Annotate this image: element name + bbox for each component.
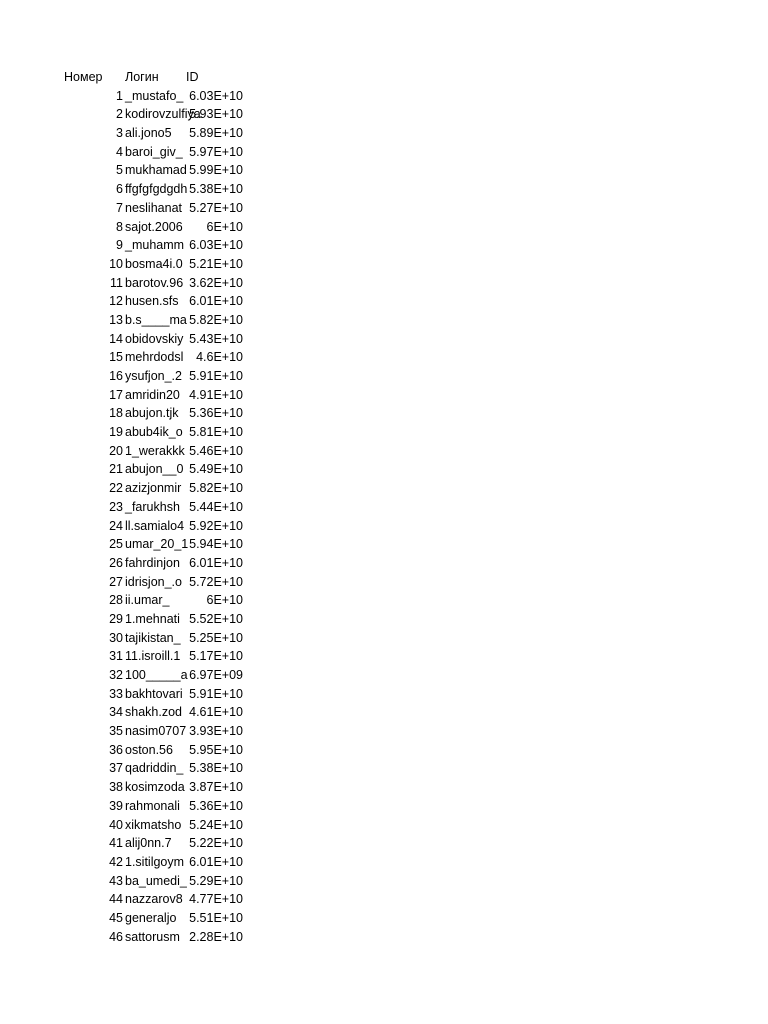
row-number-cell: 42 (109, 854, 123, 869)
row-number-cell: 37 (109, 761, 123, 776)
row-number-cell: 24 (109, 518, 123, 533)
table-row (0, 834, 768, 853)
row-login-cell: ffgfgfgdgdh (125, 182, 188, 197)
row-login-cell: fahrdinjon (125, 555, 180, 570)
row-id-cell: 5.51E+10 (189, 910, 243, 925)
row-login-cell: 1.sitilgoym (125, 854, 185, 869)
row-id-cell: 5.22E+10 (189, 836, 243, 851)
row-id-cell: 5.82E+10 (189, 481, 243, 496)
row-login-cell: sattorusm (125, 929, 180, 944)
row-number-cell: 21 (109, 462, 123, 477)
row-login-cell: ali.jono5 (125, 126, 172, 141)
table-row (0, 535, 768, 554)
row-number-cell: 5 (116, 163, 123, 178)
row-number-cell: 13 (109, 312, 123, 327)
table-row (0, 236, 768, 255)
row-number-cell: 10 (109, 256, 123, 271)
row-number-cell: 9 (116, 238, 123, 253)
row-number-cell: 40 (109, 817, 123, 832)
row-id-cell: 5.25E+10 (189, 630, 243, 645)
row-login-cell: umar_20_1 (125, 537, 189, 552)
row-id-cell: 6.03E+10 (189, 88, 243, 103)
row-login-cell: husen.sfs (125, 294, 179, 309)
table-header-row (0, 68, 768, 87)
row-number-cell: 22 (109, 481, 123, 496)
table-row (0, 573, 768, 592)
table-row (0, 479, 768, 498)
table-row (0, 666, 768, 685)
row-login-cell: barotov.96 (125, 275, 184, 290)
row-login-cell: ll.samialo4 (125, 518, 185, 533)
row-id-cell: 5.93E+10 (189, 107, 243, 122)
row-number-cell: 34 (109, 705, 123, 720)
row-login-cell: oston.56 (125, 742, 173, 757)
row-id-cell: 3.62E+10 (189, 275, 243, 290)
row-login-cell: obidovskiy (125, 331, 184, 346)
table-row (0, 591, 768, 610)
row-login-cell: baroi_giv_ (125, 144, 183, 159)
row-login-cell: 1.mehnati (125, 611, 180, 626)
table-row (0, 330, 768, 349)
row-id-cell: 6E+10 (206, 593, 243, 608)
row-id-cell: 6.03E+10 (189, 238, 243, 253)
row-id-cell: 5.72E+10 (189, 574, 243, 589)
row-id-cell: 5.29E+10 (189, 873, 243, 888)
table-row (0, 423, 768, 442)
table-row (0, 404, 768, 423)
row-id-cell: 6.97E+09 (189, 668, 243, 682)
table-row (0, 460, 768, 479)
row-number-cell: 1 (116, 88, 123, 103)
row-id-cell: 4.6E+10 (196, 350, 243, 365)
row-number-cell: 43 (109, 873, 123, 888)
table-row (0, 759, 768, 778)
row-login-cell: b.s____ma (125, 312, 187, 327)
table-row (0, 741, 768, 760)
row-login-cell: abujon.tjk (125, 406, 179, 421)
table-row (0, 161, 768, 180)
row-id-cell: 5.43E+10 (189, 331, 243, 346)
row-login-cell: bosma4i.0 (125, 256, 183, 271)
table-row (0, 928, 768, 947)
row-login-cell: azizjonmir (125, 481, 182, 496)
table-row (0, 647, 768, 666)
row-number-cell: 14 (109, 331, 123, 346)
row-id-cell: 5.49E+10 (189, 462, 243, 477)
row-id-cell: 5.99E+10 (189, 163, 243, 178)
table-row (0, 348, 768, 367)
table-row (0, 853, 768, 872)
row-login-cell: 11.isroill.1 (125, 649, 181, 664)
row-number-cell: 46 (109, 929, 123, 944)
table-row (0, 367, 768, 386)
header-number: Номер (64, 70, 103, 84)
row-login-cell: ii.umar_ (125, 593, 170, 608)
row-login-cell: shakh.zod (125, 705, 182, 720)
row-login-cell: amridin20 (125, 387, 180, 402)
row-login-cell: mukhamad (125, 163, 187, 178)
row-id-cell: 2.28E+10 (189, 929, 243, 944)
row-number-cell: 39 (109, 798, 123, 813)
row-number-cell: 31 (109, 649, 123, 664)
row-login-cell: idrisjon_.o (125, 574, 182, 589)
row-number-cell: 6 (116, 182, 123, 197)
row-id-cell: 3.93E+10 (189, 724, 243, 739)
table-row (0, 124, 768, 143)
row-number-cell: 27 (109, 574, 123, 589)
row-id-cell: 5.89E+10 (189, 126, 243, 141)
table-row (0, 778, 768, 797)
row-number-cell: 38 (109, 780, 123, 795)
row-id-cell: 5.92E+10 (189, 518, 243, 533)
row-number-cell: 26 (109, 555, 123, 570)
table-row (0, 685, 768, 704)
row-id-cell: 4.61E+10 (189, 705, 243, 720)
row-number-cell: 18 (109, 406, 123, 421)
row-login-cell: neslihanat (125, 200, 182, 215)
row-login-cell: sajot.2006 (125, 219, 183, 234)
row-login-cell: bakhtovari (125, 686, 183, 701)
row-number-cell: 11 (110, 275, 123, 290)
row-login-cell: tajikistan_ (125, 630, 181, 645)
row-id-cell: 5.94E+10 (189, 537, 243, 552)
row-id-cell: 4.77E+10 (189, 892, 243, 907)
table-row (0, 629, 768, 648)
row-login-cell: mehrdodsl (125, 350, 184, 365)
table-row (0, 872, 768, 891)
row-id-cell: 6.01E+10 (189, 854, 243, 869)
table-row (0, 386, 768, 405)
row-id-cell: 5.21E+10 (189, 256, 243, 271)
row-number-cell: 45 (109, 910, 123, 925)
table-row (0, 442, 768, 461)
row-number-cell: 16 (109, 369, 123, 383)
table-row (0, 255, 768, 274)
row-number-cell: 30 (109, 630, 123, 645)
row-id-cell: 5.91E+10 (189, 686, 243, 701)
row-id-cell: 5.91E+10 (189, 369, 243, 383)
table-row (0, 143, 768, 162)
row-id-cell: 6.01E+10 (189, 294, 243, 309)
table-row (0, 218, 768, 237)
header-id: ID (186, 70, 199, 84)
row-login-cell: nazzarov8 (125, 892, 183, 907)
row-login-cell: _farukhsh (125, 499, 180, 514)
table-row (0, 105, 768, 124)
row-number-cell: 15 (109, 350, 123, 365)
row-login-cell: 100_____a (125, 668, 188, 682)
row-id-cell: 5.38E+10 (189, 761, 243, 776)
row-id-cell: 5.46E+10 (189, 443, 243, 458)
row-number-cell: 20 (109, 443, 123, 458)
table-row (0, 703, 768, 722)
row-login-cell: kosimzoda (125, 780, 185, 795)
table-row (0, 816, 768, 835)
row-id-cell: 6E+10 (206, 219, 243, 234)
row-login-cell: _mustafo_ (125, 88, 184, 103)
row-id-cell: 5.81E+10 (189, 425, 243, 440)
row-id-cell: 5.95E+10 (189, 742, 243, 757)
row-login-cell: generaljo (125, 910, 177, 925)
row-id-cell: 5.82E+10 (189, 312, 243, 327)
row-number-cell: 17 (109, 387, 123, 402)
table-row (0, 311, 768, 330)
table-row (0, 292, 768, 311)
row-number-cell: 36 (109, 742, 123, 757)
row-number-cell: 28 (109, 593, 123, 608)
row-number-cell: 19 (109, 425, 123, 440)
row-login-cell: ysufjon_.2 (125, 369, 182, 383)
row-login-cell: nasim0707 (125, 724, 187, 739)
table-row (0, 517, 768, 536)
row-id-cell: 5.52E+10 (189, 611, 243, 626)
row-number-cell: 25 (109, 537, 123, 552)
spreadsheet-table (0, 68, 768, 946)
row-id-cell: 6.01E+10 (189, 555, 243, 570)
row-login-cell: xikmatsho (125, 817, 182, 832)
row-login-cell: kodirovzulfiya (125, 107, 201, 122)
table-body (0, 87, 768, 947)
row-login-cell: 1_werakkk (125, 443, 185, 458)
row-number-cell: 4 (116, 144, 123, 159)
row-id-cell: 4.91E+10 (189, 387, 243, 402)
table-row (0, 797, 768, 816)
table-row (0, 610, 768, 629)
row-id-cell: 5.36E+10 (189, 798, 243, 813)
row-number-cell: 12 (109, 294, 123, 309)
table-row (0, 87, 768, 106)
row-number-cell: 8 (116, 219, 123, 234)
row-id-cell: 5.36E+10 (189, 406, 243, 421)
row-number-cell: 32 (109, 668, 123, 682)
row-id-cell: 5.38E+10 (189, 182, 243, 197)
table-row (0, 909, 768, 928)
row-login-cell: abub4ik_o (125, 425, 183, 440)
row-login-cell: qadriddin_ (125, 761, 184, 776)
row-id-cell: 5.44E+10 (189, 499, 243, 514)
row-login-cell: rahmonali (125, 798, 180, 813)
row-number-cell: 44 (109, 892, 123, 907)
row-login-cell: abujon__0 (125, 462, 184, 477)
row-login-cell: _muhamm (125, 238, 185, 253)
table-row (0, 274, 768, 293)
row-number-cell: 41 (109, 836, 123, 851)
row-id-cell: 5.97E+10 (189, 144, 243, 159)
table-row (0, 199, 768, 218)
row-id-cell: 5.17E+10 (189, 649, 243, 664)
row-id-cell: 5.24E+10 (189, 817, 243, 832)
table-row (0, 180, 768, 199)
header-login: Логин (125, 70, 159, 84)
row-id-cell: 3.87E+10 (189, 780, 243, 795)
row-number-cell: 33 (109, 686, 123, 701)
table-row (0, 722, 768, 741)
row-id-cell: 5.27E+10 (189, 200, 243, 215)
table-row (0, 498, 768, 517)
row-number-cell: 23 (109, 499, 123, 514)
row-number-cell: 2 (116, 107, 123, 122)
row-number-cell: 3 (116, 126, 123, 141)
table-row (0, 554, 768, 573)
row-login-cell: ba_umedi_ (125, 873, 187, 888)
row-login-cell: alij0nn.7 (125, 836, 172, 851)
row-number-cell: 29 (109, 611, 123, 626)
row-number-cell: 7 (116, 200, 123, 215)
table-row (0, 890, 768, 909)
row-number-cell: 35 (109, 724, 123, 739)
